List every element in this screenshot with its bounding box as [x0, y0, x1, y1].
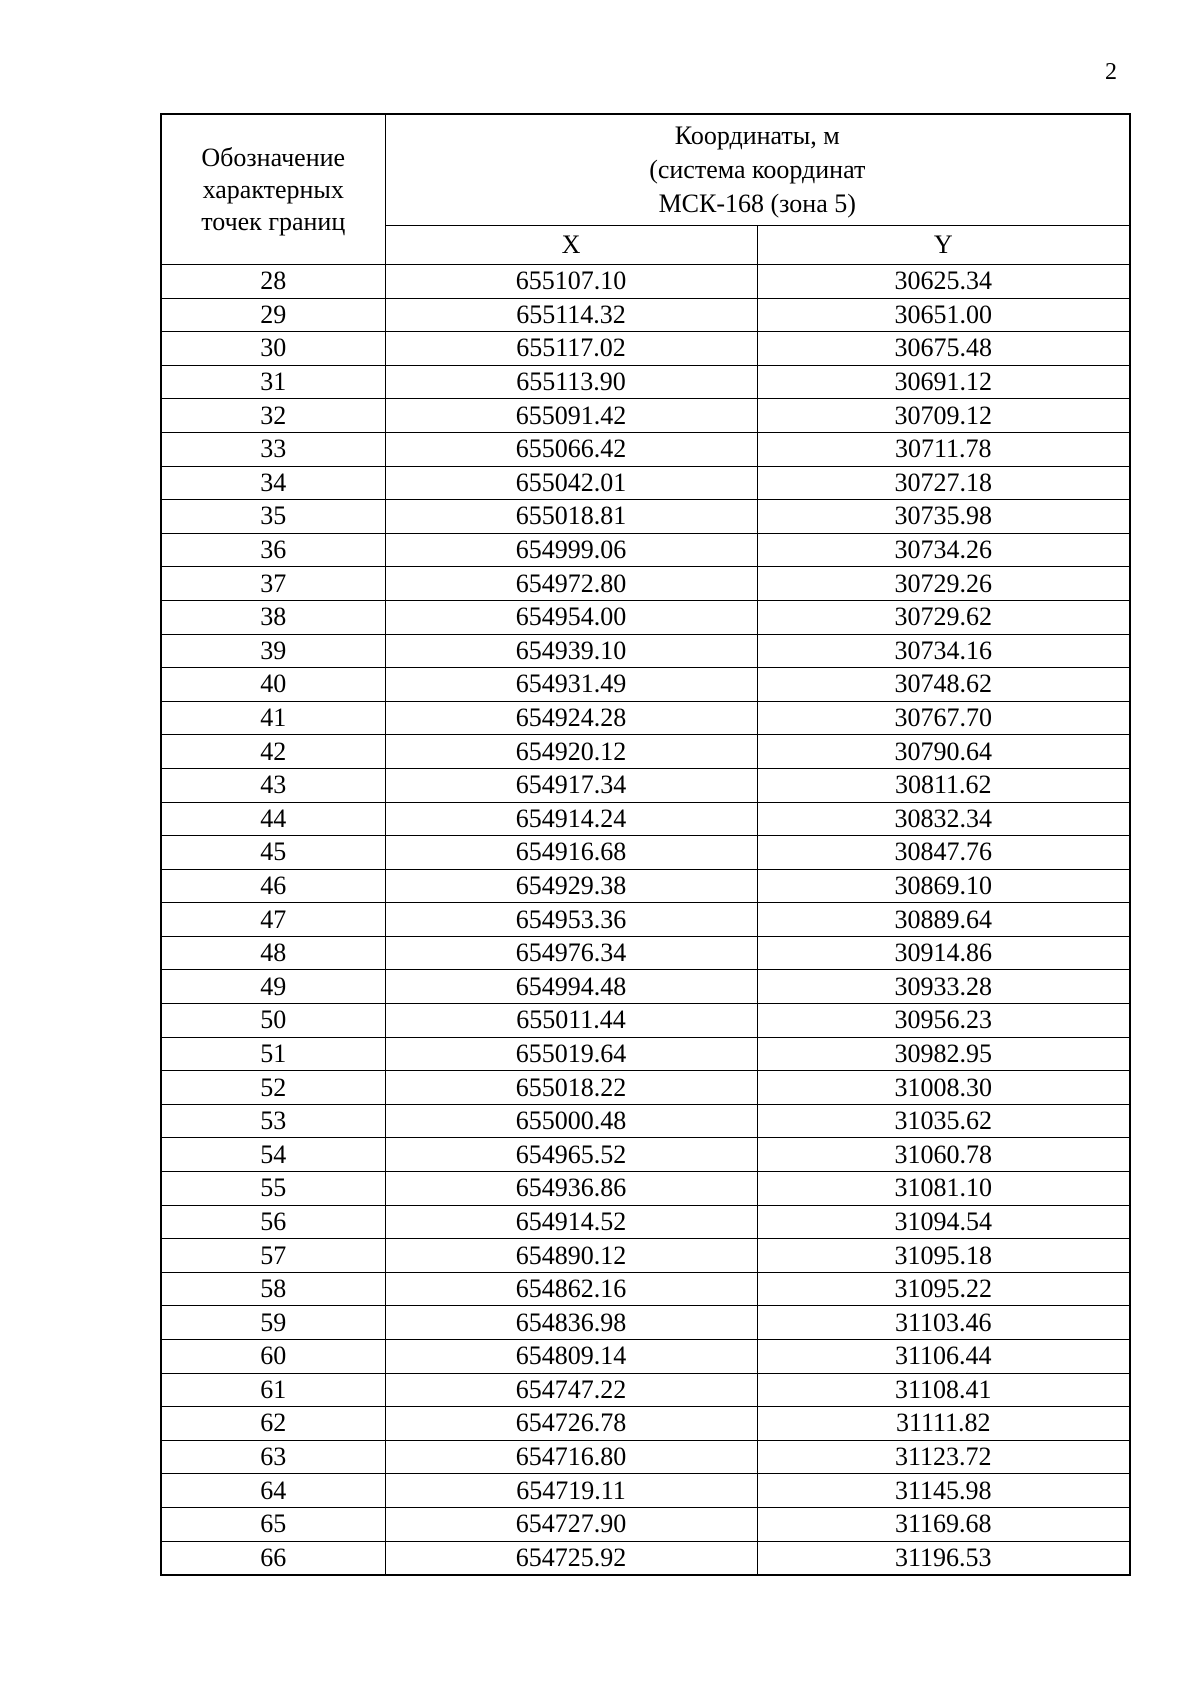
y-coordinate-cell: 30847.76 [757, 836, 1130, 870]
y-coordinate-cell: 30711.78 [757, 432, 1130, 466]
table-row [161, 936, 1130, 970]
point-number-cell: 32 [161, 399, 385, 433]
y-coordinate-cell: 31095.22 [757, 1272, 1130, 1306]
point-number-cell: 44 [161, 802, 385, 836]
x-coordinate-cell: 654725.92 [385, 1541, 757, 1575]
table-header [161, 114, 1130, 265]
y-coordinate-cell: 31106.44 [757, 1340, 1130, 1374]
y-coordinate-cell: 31123.72 [757, 1440, 1130, 1474]
table-row [161, 466, 1130, 500]
x-coordinate-cell: 655000.48 [385, 1104, 757, 1138]
table-row [161, 1541, 1130, 1575]
x-coordinate-cell: 655018.22 [385, 1071, 757, 1105]
y-coordinate-cell: 30767.70 [757, 701, 1130, 735]
point-column-header [161, 114, 385, 265]
point-number-cell: 40 [161, 668, 385, 702]
y-coordinate-cell: 30651.00 [757, 298, 1130, 332]
table-row [161, 1104, 1130, 1138]
y-coordinate-cell: 30748.62 [757, 668, 1130, 702]
x-coordinate-cell: 654719.11 [385, 1474, 757, 1508]
point-number-cell: 58 [161, 1272, 385, 1306]
point-number-cell: 33 [161, 432, 385, 466]
y-coordinate-cell: 31108.41 [757, 1373, 1130, 1407]
point-number-cell: 51 [161, 1037, 385, 1071]
x-coordinate-cell: 655042.01 [385, 466, 757, 500]
y-coordinate-cell: 30727.18 [757, 466, 1130, 500]
x-coordinate-cell: 654929.38 [385, 869, 757, 903]
coords-header-line: (система координат [649, 155, 866, 184]
table-row [161, 1440, 1130, 1474]
x-coordinate-cell: 655019.64 [385, 1037, 757, 1071]
table-row [161, 1071, 1130, 1105]
x-coordinate-cell: 654939.10 [385, 634, 757, 668]
y-coordinate-cell: 30811.62 [757, 768, 1130, 802]
y-column-header: Y [757, 226, 1130, 265]
coordinates-table [160, 113, 1131, 1576]
y-coordinate-cell: 30691.12 [757, 365, 1130, 399]
y-coordinate-cell: 31111.82 [757, 1407, 1130, 1441]
y-coordinate-cell: 31035.62 [757, 1104, 1130, 1138]
y-coordinate-cell: 30832.34 [757, 802, 1130, 836]
point-number-cell: 66 [161, 1541, 385, 1575]
point-number-cell: 36 [161, 533, 385, 567]
table-row [161, 298, 1130, 332]
y-coordinate-cell: 30933.28 [757, 970, 1130, 1004]
table-row [161, 1474, 1130, 1508]
point-number-cell: 65 [161, 1507, 385, 1541]
table-row [161, 1272, 1130, 1306]
x-coordinate-cell: 654976.34 [385, 936, 757, 970]
coords-header-line: МСК-168 (зона 5) [658, 189, 856, 218]
point-number-cell: 35 [161, 500, 385, 534]
table-row [161, 265, 1130, 299]
x-coordinate-cell: 654994.48 [385, 970, 757, 1004]
point-header-line: точек границ [201, 206, 346, 236]
table-row [161, 634, 1130, 668]
y-coordinate-cell: 31103.46 [757, 1306, 1130, 1340]
x-coordinate-cell: 655066.42 [385, 432, 757, 466]
y-coordinate-cell: 31060.78 [757, 1138, 1130, 1172]
x-coordinate-cell: 654936.86 [385, 1172, 757, 1206]
point-header-line: характерных [202, 174, 344, 204]
point-number-cell: 29 [161, 298, 385, 332]
x-coordinate-cell: 654862.16 [385, 1272, 757, 1306]
point-number-cell: 42 [161, 735, 385, 769]
table-row [161, 1172, 1130, 1206]
table-row [161, 1340, 1130, 1374]
y-coordinate-cell: 30982.95 [757, 1037, 1130, 1071]
x-coordinate-cell: 655107.10 [385, 265, 757, 299]
table-row [161, 365, 1130, 399]
x-coordinate-cell: 654953.36 [385, 903, 757, 937]
point-number-cell: 59 [161, 1306, 385, 1340]
table-row [161, 332, 1130, 366]
y-coordinate-cell: 31081.10 [757, 1172, 1130, 1206]
x-coordinate-cell: 655113.90 [385, 365, 757, 399]
y-coordinate-cell: 31094.54 [757, 1205, 1130, 1239]
x-coordinate-cell: 654726.78 [385, 1407, 757, 1441]
x-coordinate-cell: 654954.00 [385, 600, 757, 634]
x-column-header: X [385, 226, 757, 265]
point-number-cell: 54 [161, 1138, 385, 1172]
table-row [161, 533, 1130, 567]
point-number-cell: 52 [161, 1071, 385, 1105]
point-number-cell: 30 [161, 332, 385, 366]
x-coordinate-cell: 654727.90 [385, 1507, 757, 1541]
x-coordinate-cell: 655011.44 [385, 1004, 757, 1038]
y-coordinate-cell: 31095.18 [757, 1239, 1130, 1273]
point-number-cell: 28 [161, 265, 385, 299]
table-row [161, 869, 1130, 903]
y-coordinate-cell: 31196.53 [757, 1541, 1130, 1575]
point-number-cell: 46 [161, 869, 385, 903]
x-coordinate-cell: 654924.28 [385, 701, 757, 735]
y-coordinate-cell: 30790.64 [757, 735, 1130, 769]
point-number-cell: 50 [161, 1004, 385, 1038]
point-number-cell: 37 [161, 567, 385, 601]
table-row [161, 903, 1130, 937]
point-number-cell: 31 [161, 365, 385, 399]
point-number-cell: 41 [161, 701, 385, 735]
point-number-cell: 55 [161, 1172, 385, 1206]
x-coordinate-cell: 654916.68 [385, 836, 757, 870]
point-number-cell: 61 [161, 1373, 385, 1407]
x-coordinate-cell: 654890.12 [385, 1239, 757, 1273]
table-row [161, 1407, 1130, 1441]
y-coordinate-cell: 30869.10 [757, 869, 1130, 903]
x-coordinate-cell: 654914.52 [385, 1205, 757, 1239]
coordinates-column-header [385, 114, 1130, 226]
table-row [161, 432, 1130, 466]
point-number-cell: 38 [161, 600, 385, 634]
x-coordinate-cell: 654914.24 [385, 802, 757, 836]
y-coordinate-cell: 30709.12 [757, 399, 1130, 433]
point-number-cell: 47 [161, 903, 385, 937]
point-number-cell: 62 [161, 1407, 385, 1441]
y-coordinate-cell: 30675.48 [757, 332, 1130, 366]
table-row [161, 701, 1130, 735]
page-number: 2 [1105, 59, 1117, 85]
x-coordinate-cell: 655117.02 [385, 332, 757, 366]
y-coordinate-cell: 31169.68 [757, 1507, 1130, 1541]
x-coordinate-cell: 654716.80 [385, 1440, 757, 1474]
table-row [161, 1373, 1130, 1407]
point-number-cell: 45 [161, 836, 385, 870]
table-row [161, 567, 1130, 601]
table-row [161, 1205, 1130, 1239]
x-coordinate-cell: 655091.42 [385, 399, 757, 433]
point-number-cell: 53 [161, 1104, 385, 1138]
point-number-cell: 60 [161, 1340, 385, 1374]
table-row [161, 1004, 1130, 1038]
y-coordinate-cell: 30729.26 [757, 567, 1130, 601]
y-coordinate-cell: 30734.26 [757, 533, 1130, 567]
point-number-cell: 43 [161, 768, 385, 802]
table-row [161, 668, 1130, 702]
x-coordinate-cell: 654920.12 [385, 735, 757, 769]
y-coordinate-cell: 30735.98 [757, 500, 1130, 534]
x-coordinate-cell: 654747.22 [385, 1373, 757, 1407]
table-row [161, 836, 1130, 870]
x-coordinate-cell: 654972.80 [385, 567, 757, 601]
y-coordinate-cell: 30625.34 [757, 265, 1130, 299]
table-row [161, 735, 1130, 769]
point-number-cell: 48 [161, 936, 385, 970]
x-coordinate-cell: 654931.49 [385, 668, 757, 702]
table-row [161, 1138, 1130, 1172]
table-row [161, 600, 1130, 634]
point-header-line: Обозначение [201, 142, 346, 172]
y-coordinate-cell: 31008.30 [757, 1071, 1130, 1105]
table-row [161, 1306, 1130, 1340]
y-coordinate-cell: 30729.62 [757, 600, 1130, 634]
table-body [161, 265, 1130, 1576]
y-coordinate-cell: 30914.86 [757, 936, 1130, 970]
y-coordinate-cell: 30734.16 [757, 634, 1130, 668]
y-coordinate-cell: 30956.23 [757, 1004, 1130, 1038]
x-coordinate-cell: 654999.06 [385, 533, 757, 567]
table-row [161, 970, 1130, 1004]
point-number-cell: 39 [161, 634, 385, 668]
point-number-cell: 63 [161, 1440, 385, 1474]
table-row [161, 500, 1130, 534]
point-number-cell: 57 [161, 1239, 385, 1273]
x-coordinate-cell: 654836.98 [385, 1306, 757, 1340]
coords-header-line: Координаты, м [674, 121, 840, 150]
table-row [161, 399, 1130, 433]
table-row [161, 802, 1130, 836]
x-coordinate-cell: 655018.81 [385, 500, 757, 534]
point-number-cell: 56 [161, 1205, 385, 1239]
point-number-cell: 49 [161, 970, 385, 1004]
point-number-cell: 64 [161, 1474, 385, 1508]
y-coordinate-cell: 31145.98 [757, 1474, 1130, 1508]
x-coordinate-cell: 655114.32 [385, 298, 757, 332]
table-row [161, 1507, 1130, 1541]
table-row [161, 1239, 1130, 1273]
x-coordinate-cell: 654965.52 [385, 1138, 757, 1172]
table-row [161, 1037, 1130, 1071]
x-coordinate-cell: 654809.14 [385, 1340, 757, 1374]
table-row [161, 768, 1130, 802]
y-coordinate-cell: 30889.64 [757, 903, 1130, 937]
x-coordinate-cell: 654917.34 [385, 768, 757, 802]
point-number-cell: 34 [161, 466, 385, 500]
